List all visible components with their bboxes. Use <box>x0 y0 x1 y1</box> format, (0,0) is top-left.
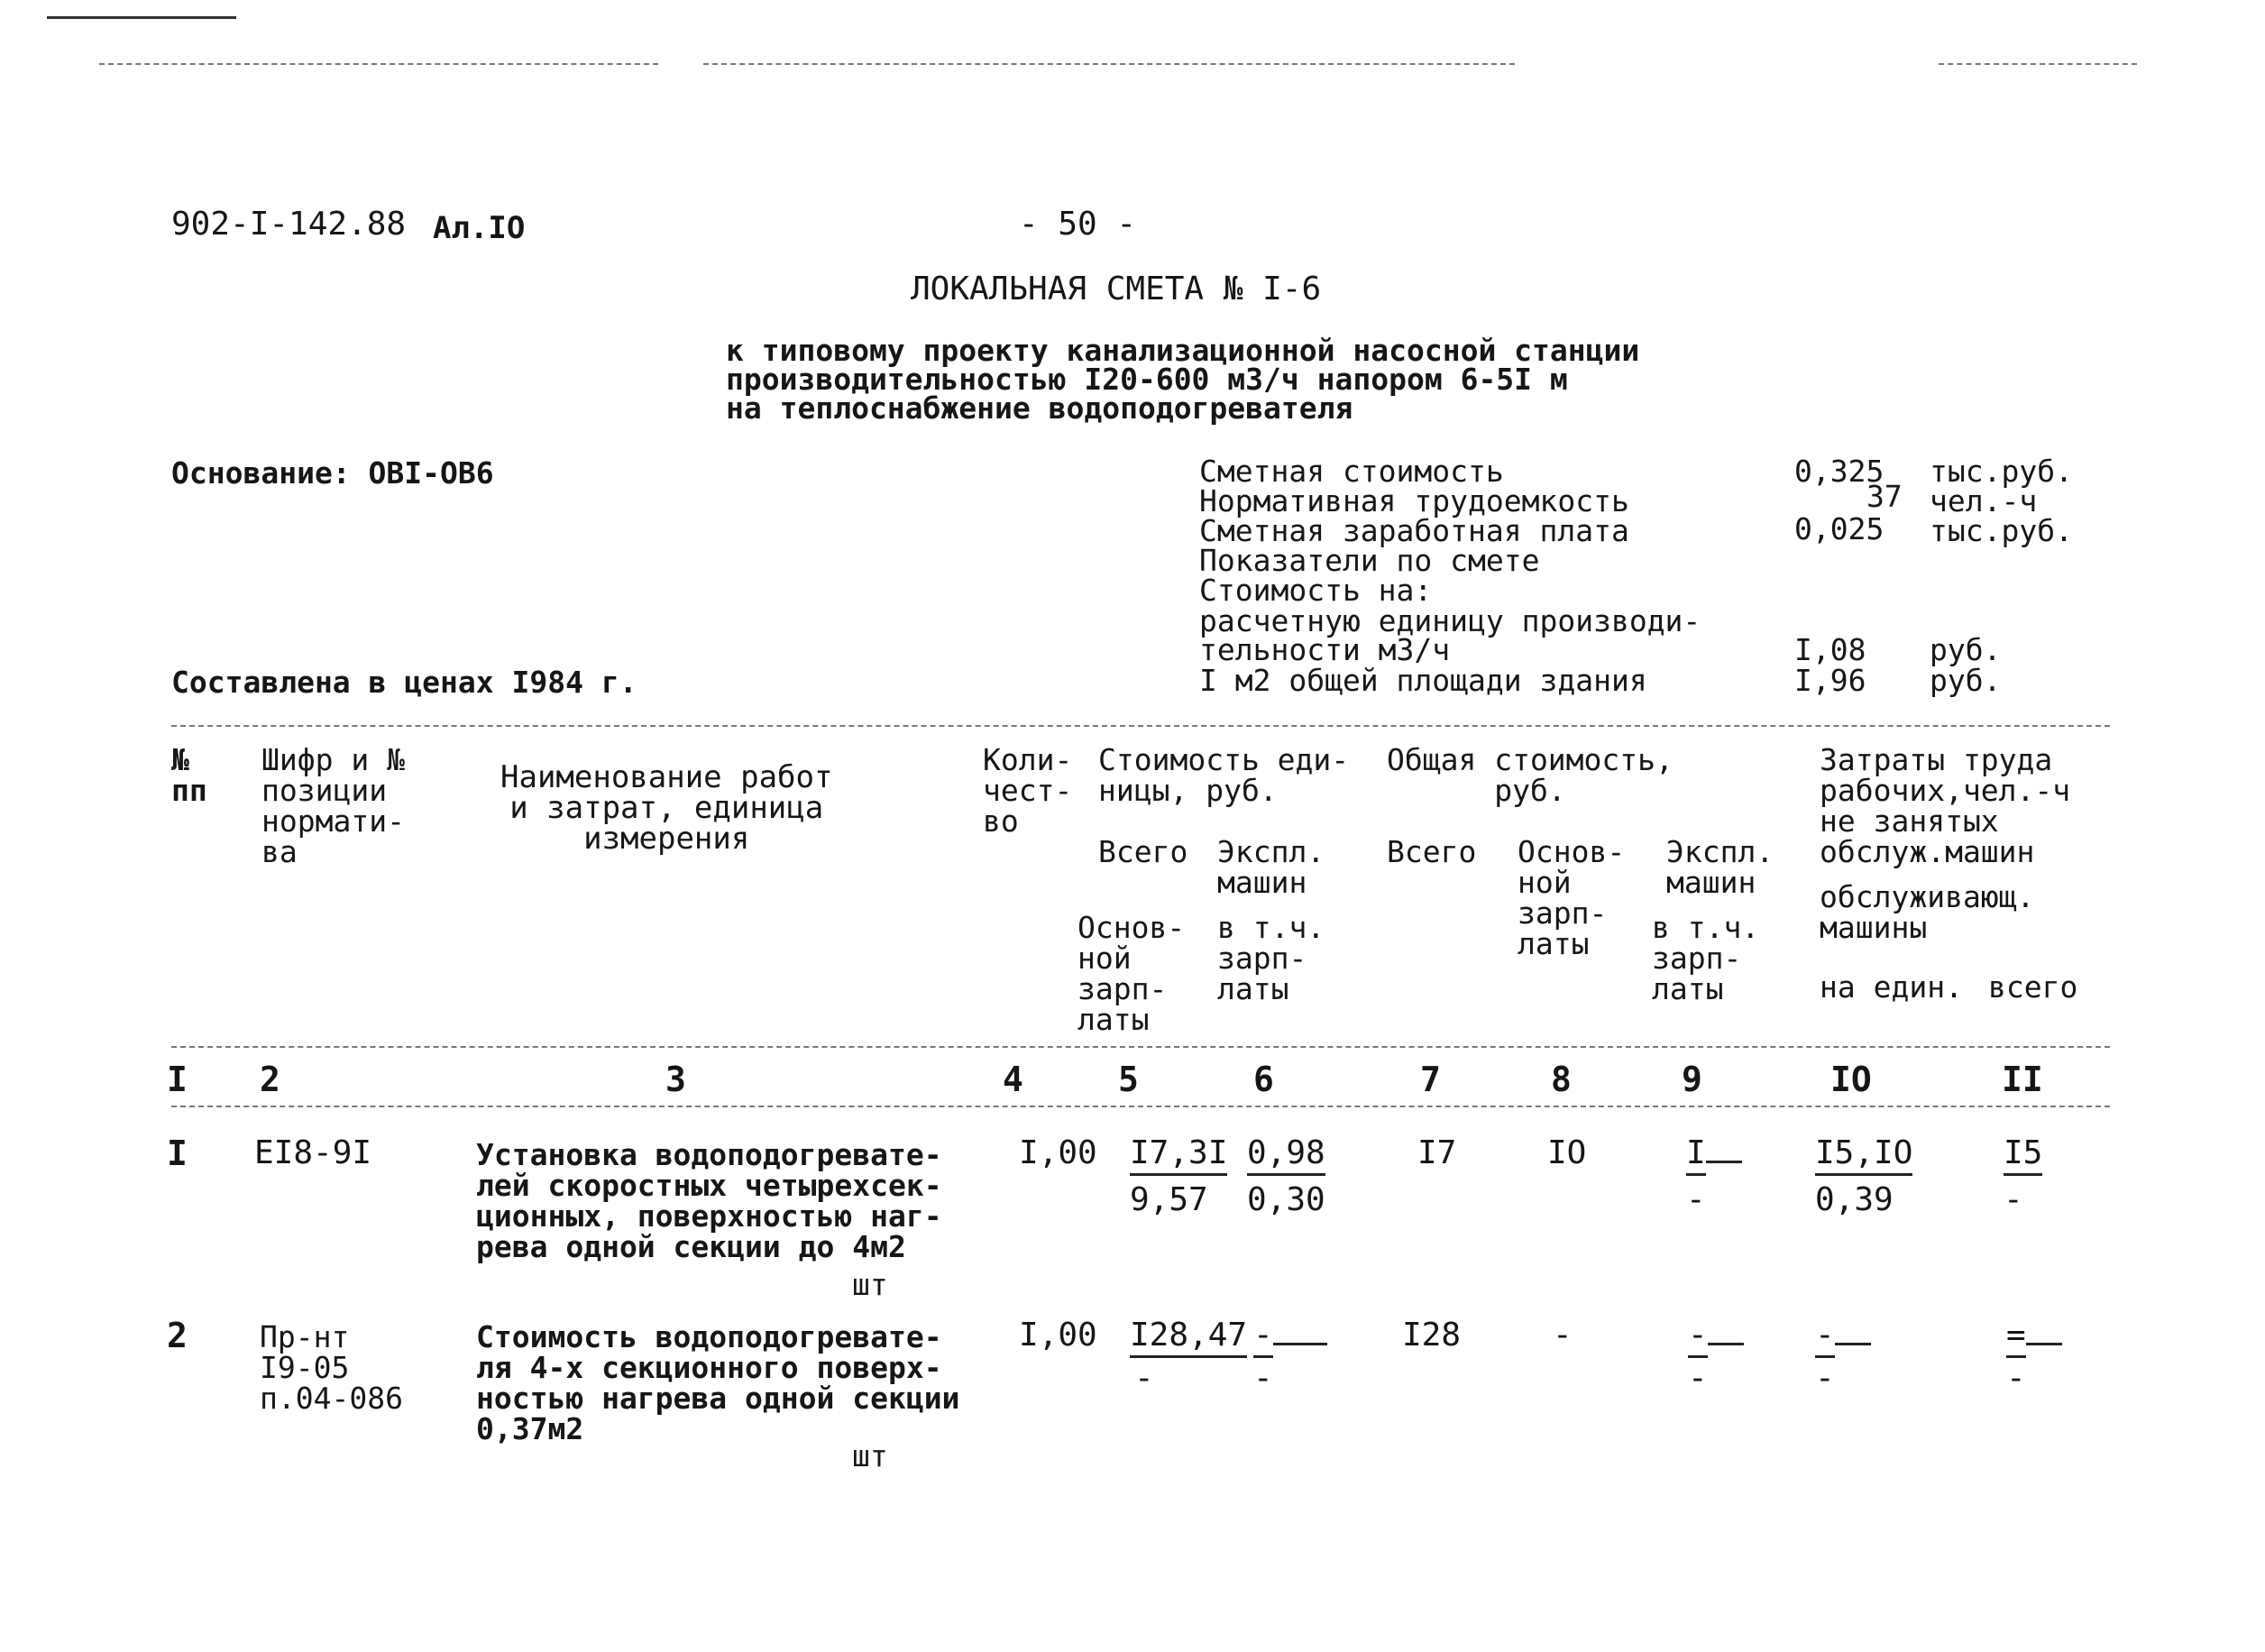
album-number: Ал.IO <box>433 210 526 246</box>
col-header-unit-mach: Экспл. машин <box>1217 834 1325 900</box>
row-labor-total: = <box>2006 1317 2026 1358</box>
row-unit-mach-wage: 0,30 <box>1247 1181 1325 1218</box>
column-number: 6 <box>1253 1060 1274 1099</box>
row-qty: I,00 <box>1019 1317 1097 1354</box>
row-code: EI8-9I <box>254 1134 372 1171</box>
column-number: I <box>167 1060 188 1099</box>
page-title: ЛОКАЛЬНАЯ СМЕТА № I-6 <box>911 271 1322 307</box>
summary-unit: тыс.руб. <box>1930 513 2073 548</box>
column-number: 4 <box>1003 1060 1023 1099</box>
summary-label: Сметная стоимость <box>1199 454 1504 489</box>
column-number: 2 <box>260 1060 280 1099</box>
subtitle-line: к типовому проекту канализационной насосной станции <box>726 333 1640 368</box>
page-number: - 50 - <box>1019 206 1137 243</box>
doc-code: 902-I-142.88 <box>171 206 407 243</box>
top-dashed-rule <box>99 63 658 65</box>
summary-label: Стоимость на: <box>1199 573 1433 608</box>
col-header-labor: Затраты труда рабочих,чел.-ч не занятых обслуж.машин <box>1820 742 2071 869</box>
summary-value: I,08 <box>1794 632 1866 667</box>
row-unit: шт <box>852 1267 888 1302</box>
table-top-rule <box>171 725 2110 727</box>
row-total: I7 <box>1417 1134 1457 1171</box>
summary-value: 0,325 <box>1794 454 1884 489</box>
column-number: 8 <box>1551 1060 1572 1099</box>
row-name: Стоимость водоподогревате- ля 4-х секционного поверх- ностью нагрева одной секции 0,37м2 <box>476 1319 960 1446</box>
row-labor-unit: I5,IO <box>1815 1134 1912 1176</box>
row-labor-total-mach: - <box>2004 1181 2023 1218</box>
row-total-wage: IO <box>1547 1134 1587 1171</box>
row-labor-unit: - <box>1815 1317 1835 1358</box>
top-dashed-rule <box>703 63 1515 65</box>
col-header-unit-cost: Стоимость еди- ницы, руб. <box>1098 742 1350 808</box>
price-basis: Составлена в ценах I984 г. <box>171 665 637 700</box>
col-header-number: № пп <box>171 742 207 808</box>
row-total-mach: I <box>1686 1134 1706 1176</box>
summary-unit: руб. <box>1930 632 2002 667</box>
row-labor-unit-mach: - <box>1815 1360 1835 1397</box>
row-code: Пр-нт I9-05 п.04-086 <box>260 1319 403 1416</box>
summary-label: I м2 общей площади здания <box>1199 663 1647 698</box>
row-unit-mach: - <box>1253 1317 1273 1358</box>
column-number: 7 <box>1420 1060 1441 1099</box>
col-header-total-wage: Основ- ной зарп- латы <box>1518 834 1626 961</box>
summary-value: I,96 <box>1794 663 1866 698</box>
column-number: IO <box>1830 1060 1872 1099</box>
col-header-labor-total: всего <box>1988 969 2078 1005</box>
summary-unit: руб. <box>1930 663 2002 698</box>
row-unit-total: I7,3I <box>1130 1134 1227 1176</box>
col-header-total: Всего <box>1387 834 1477 869</box>
subtitle-line: производительностью I20-600 м3/ч напором 6-5I м <box>726 362 1568 397</box>
col-header-total-mach-wage: в т.ч. зарп- латы <box>1652 910 1760 1006</box>
row-unit-mach: 0,98 <box>1247 1134 1325 1176</box>
col-header-code: Шифр и № позиции нормати- ва <box>261 742 405 869</box>
basis: Основание: OBI-OB6 <box>171 455 494 491</box>
row-total-wage: - <box>1553 1317 1573 1354</box>
row-unit-mach-wage: - <box>1253 1360 1273 1397</box>
row-unit-total: I28,47 <box>1130 1317 1247 1358</box>
column-number: 5 <box>1118 1060 1139 1099</box>
row-name: Установка водоподогревате- лей скоростных четырехсек- ционных, поверхностью наг- рева одной секции до 4м2 <box>476 1137 942 1264</box>
col-header-name: Наименование работ и затрат, единица измерения <box>500 759 833 857</box>
column-number: 9 <box>1682 1060 1702 1099</box>
col-header-unit-total: Всего <box>1098 834 1188 869</box>
summary-value: 37 <box>1866 479 1903 514</box>
row-labor-total-mach: - <box>2006 1360 2026 1397</box>
col-header-total-mach: Экспл. машин <box>1666 834 1774 900</box>
numbers-bottom-rule <box>171 1106 2110 1107</box>
col-header-unit-wage: Основ- ной зарп- латы <box>1077 910 1186 1037</box>
subtitle-line: на теплоснабжение водоподогревателя <box>726 390 1353 426</box>
column-number: II <box>2002 1060 2043 1099</box>
col-header-labor-unit: на един. <box>1820 969 1963 1005</box>
row-number: I <box>167 1133 188 1173</box>
row-labor-total: I5 <box>2004 1134 2042 1176</box>
summary-value: 0,025 <box>1794 511 1884 546</box>
row-labor-unit-mach: 0,39 <box>1815 1181 1894 1218</box>
row-total-mach-wage: - <box>1686 1181 1706 1218</box>
top-rule <box>47 16 236 19</box>
row-total: I28 <box>1402 1317 1462 1354</box>
col-header-unit-mach-wage: в т.ч. зарп- латы <box>1217 910 1325 1006</box>
row-unit: шт <box>852 1438 888 1473</box>
row-qty: I,00 <box>1019 1134 1097 1171</box>
row-total-mach: - <box>1688 1317 1708 1358</box>
row-unit-wage: 9,57 <box>1130 1181 1208 1218</box>
summary-unit: чел.-ч <box>1930 483 2038 519</box>
summary-label: Нормативная трудоемкость <box>1199 483 1629 519</box>
summary-label: Сметная заработная плата <box>1199 513 1629 548</box>
summary-label: тельности м3/ч <box>1199 632 1451 667</box>
column-number: 3 <box>665 1060 686 1099</box>
row-number: 2 <box>167 1316 188 1355</box>
row-total-mach-wage: - <box>1688 1360 1708 1397</box>
col-header-qty: Коли- чест- во <box>983 742 1073 839</box>
summary-label: расчетную единицу производи- <box>1199 603 1701 638</box>
summary-unit: тыс.руб. <box>1930 454 2073 489</box>
col-header-total-cost: Общая стоимость, руб. <box>1387 742 1674 808</box>
summary-label: Показатели по смете <box>1199 543 1540 578</box>
col-header-labor-mach: обслуживающ. машины <box>1820 879 2035 945</box>
top-dashed-rule <box>1939 63 2137 65</box>
row-unit-wage: - <box>1134 1360 1154 1397</box>
header-bottom-rule <box>171 1046 2110 1048</box>
